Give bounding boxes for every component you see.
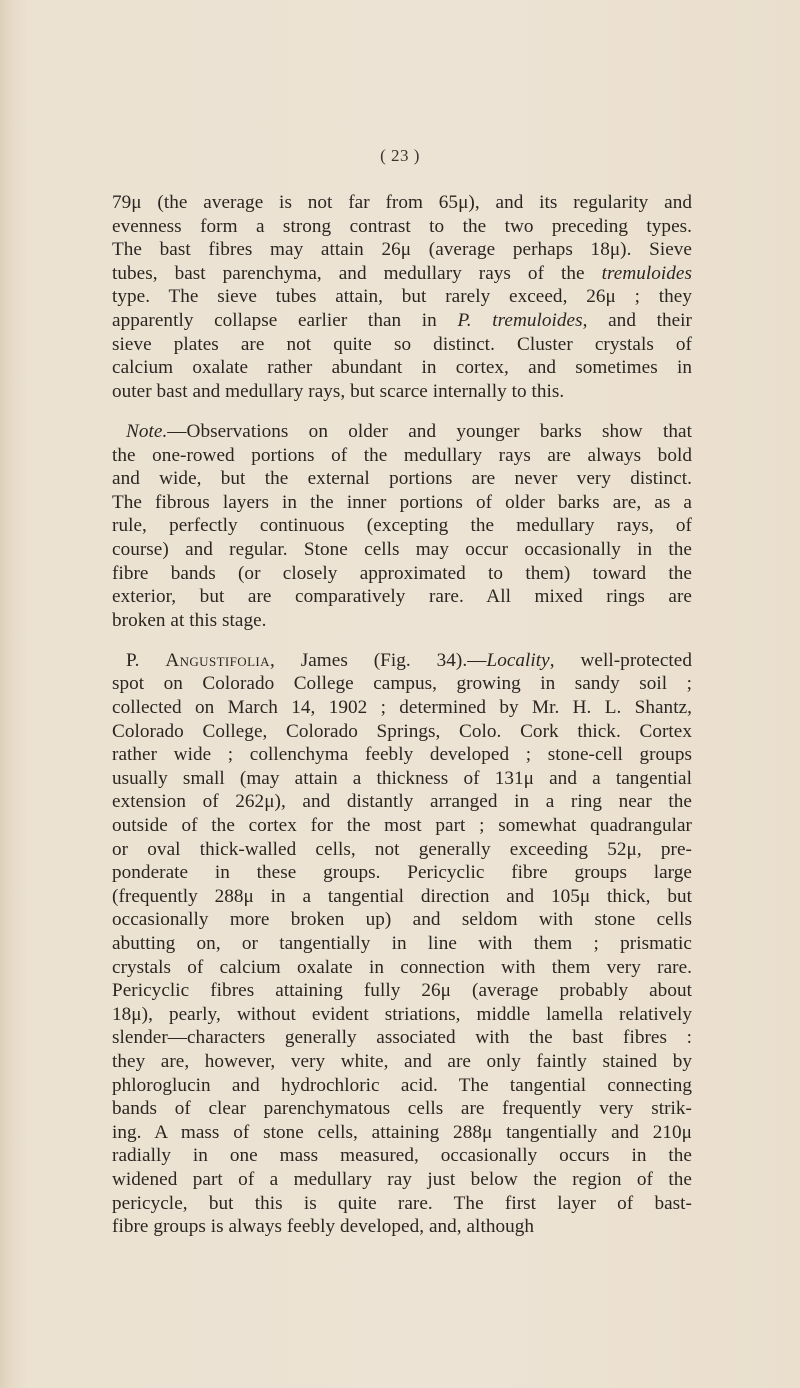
italic-text: tremuloides xyxy=(601,262,692,284)
text-line xyxy=(112,491,692,515)
text-run: outside of the cortex for the most part ; somewhat quadrangular xyxy=(112,815,692,837)
text-run: Pericyclic fibres attaining fully 26μ (average probably about xyxy=(112,980,692,1002)
body-text xyxy=(112,191,692,1239)
text-run: radially in one mass measured, occasionally occurs in the xyxy=(112,1145,692,1167)
text-run: pericycle, but this is quite rare. The first layer of bast- xyxy=(112,1192,692,1214)
text-run: exterior, but are comparatively rare. All mixed rings are xyxy=(112,586,692,608)
text-line xyxy=(112,956,692,980)
text-run: usually small (may attain a thickness of 131μ and a tangential xyxy=(112,767,692,789)
paragraph-continuation xyxy=(112,191,692,403)
text-run: bands of clear parenchymatous cells are frequently very strik- xyxy=(112,1098,692,1120)
text-line xyxy=(112,191,692,215)
text-run: tubes, bast parenchyma, and medullary rays of the xyxy=(112,262,602,284)
small-caps-text: Angustifolia xyxy=(165,649,270,671)
text-line xyxy=(112,585,692,609)
text-line xyxy=(112,720,692,744)
text-run: apparently collapse earlier than in xyxy=(112,309,458,331)
text-line xyxy=(112,420,692,444)
text-line xyxy=(112,609,692,633)
text-run: collected on March 14, 1902 ; determined by Mr. H. L. Shantz, xyxy=(112,697,692,719)
italic-text: Note. xyxy=(126,420,168,442)
text-run: extension of 262μ), and distantly arranged in a ring near the xyxy=(112,791,692,813)
text-run: sieve plates are not quite so distinct. Cluster crystals of xyxy=(112,333,692,355)
text-line xyxy=(112,538,692,562)
text-line xyxy=(112,380,692,404)
text-line xyxy=(112,861,692,885)
text-run: (frequently 288μ in a tangential direction and 105μ thick, but xyxy=(112,885,692,907)
text-run: , and their xyxy=(582,309,692,331)
text-run: P. xyxy=(126,649,166,671)
text-run: evenness form a strong contrast to the two preceding types. xyxy=(112,215,692,237)
text-line xyxy=(112,885,692,909)
text-line xyxy=(112,309,692,333)
text-run: rather wide ; collenchyma feebly developed ; stone-cell groups xyxy=(112,744,692,766)
text-run: phloroglucin and hydrochloric acid. The tangential connecting xyxy=(112,1074,692,1096)
text-run: The bast fibres may attain 26μ (average perhaps 18μ). Sieve xyxy=(112,239,692,261)
text-run: slender—characters generally associated with the bast fibres : xyxy=(112,1027,692,1049)
text-line xyxy=(112,467,692,491)
text-line xyxy=(112,838,692,862)
text-line xyxy=(112,215,692,239)
text-run: broken at this stage. xyxy=(112,609,267,631)
italic-text: P. tremuloides xyxy=(457,309,583,331)
text-run: the one-rowed portions of the medullary rays are always bold xyxy=(112,444,692,466)
text-line xyxy=(112,1097,692,1121)
paragraph-p-angustifolia xyxy=(112,649,692,1239)
text-run: fibre groups is always feebly developed, and, although xyxy=(112,1216,535,1238)
text-line xyxy=(112,743,692,767)
text-line xyxy=(112,262,692,286)
text-line xyxy=(112,1215,692,1239)
text-line xyxy=(112,672,692,696)
text-line xyxy=(112,1026,692,1050)
text-run: , well-protected xyxy=(549,649,693,671)
text-run: The fibrous layers in the inner portions of older barks are, as a xyxy=(112,491,692,513)
text-line xyxy=(112,1192,692,1216)
text-line xyxy=(112,649,692,673)
text-run: rule, perfectly continuous (excepting the medullary rays, of xyxy=(112,515,692,537)
text-line xyxy=(112,1003,692,1027)
text-run: , James (Fig. 34).— xyxy=(269,649,487,671)
text-run: —Observations on older and younger barks show that xyxy=(167,420,692,442)
text-run: Colorado College, Colorado Springs, Colo. Cork thick. Cortex xyxy=(112,720,692,742)
text-line xyxy=(112,790,692,814)
text-run: ponderate in these groups. Pericyclic fibre groups large xyxy=(112,862,692,884)
text-run: widened part of a medullary ray just below the region of the xyxy=(112,1168,692,1190)
text-line xyxy=(112,1144,692,1168)
text-run: and wide, but the external portions are never very distinct. xyxy=(112,468,692,490)
text-line xyxy=(112,356,692,380)
text-line xyxy=(112,814,692,838)
text-run: 18μ), pearly, without evident striations, middle lamella relatively xyxy=(112,1003,692,1025)
text-line xyxy=(112,1074,692,1098)
text-line xyxy=(112,1121,692,1145)
text-line xyxy=(112,696,692,720)
text-run: ing. A mass of stone cells, attaining 288μ tangentially and 210μ xyxy=(112,1121,692,1143)
text-run: crystals of calcium oxalate in connection with them very rare. xyxy=(112,956,692,978)
paragraph-note xyxy=(112,420,692,632)
text-line xyxy=(112,979,692,1003)
text-run: abutting on, or tangentially in line with them ; prismatic xyxy=(112,933,692,954)
text-line xyxy=(112,562,692,586)
text-line xyxy=(112,767,692,791)
text-run: calcium oxalate rather abundant in cortex, and sometimes in xyxy=(112,357,692,379)
text-line xyxy=(112,932,692,956)
text-line xyxy=(112,908,692,932)
text-run: they are, however, very white, and are only faintly stained by xyxy=(112,1050,692,1072)
text-run: spot on Colorado College campus, growing in sandy soil ; xyxy=(112,673,692,695)
text-line xyxy=(112,285,692,309)
text-run: course) and regular. Stone cells may occur occasionally in the xyxy=(112,538,692,560)
text-run: type. The sieve tubes attain, but rarely exceed, 26μ ; they xyxy=(112,286,692,308)
text-line xyxy=(112,444,692,468)
text-line xyxy=(112,333,692,357)
text-run: occasionally more broken up) and seldom with stone cells xyxy=(112,909,692,931)
text-line xyxy=(112,1168,692,1192)
text-run: outer bast and medullary rays, but scarce internally to this. xyxy=(112,380,565,402)
italic-text: Locality xyxy=(486,649,550,671)
page-number: ( 23 ) xyxy=(380,146,420,165)
text-run: 79μ (the average is not far from 65μ), and its regularity and xyxy=(112,192,692,213)
text-run: fibre bands (or closely approximated to them) toward the xyxy=(112,562,692,584)
text-line xyxy=(112,238,692,262)
text-run: or oval thick-walled cells, not generally exceeding 52μ, pre- xyxy=(112,838,692,860)
text-line xyxy=(112,1050,692,1074)
text-line xyxy=(112,514,692,538)
